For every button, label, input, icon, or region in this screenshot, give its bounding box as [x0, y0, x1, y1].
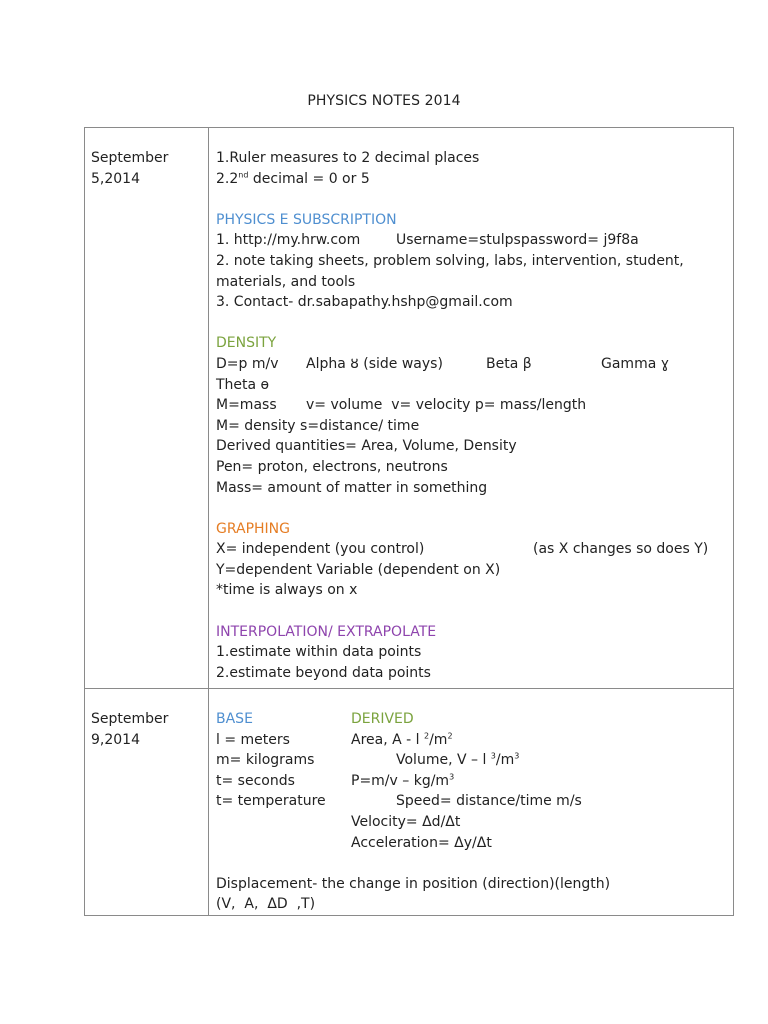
note-line [216, 230, 727, 251]
note-text: Area, A - l $^2/m^2$ [351, 730, 453, 748]
note-text: Beta β [486, 355, 532, 372]
note-line: Displacement- the change in position (direction)(length) [216, 875, 611, 892]
note-line: 3. Contact- dr.sabapathy.hshp@gmail.com [216, 294, 513, 311]
note-line [216, 709, 727, 730]
note-line [216, 771, 727, 792]
table-row [85, 128, 734, 689]
note-text: $P=m/v - kg/m^3$ [351, 772, 455, 789]
note-line [216, 395, 727, 416]
note-line: 2. note taking sheets, problem solving, labs, intervention, student, [216, 252, 684, 269]
note-text: Alpha ȣ (side ways) [306, 355, 443, 372]
note-text: Volume, V – l $^3/m^3$ [396, 751, 520, 769]
note-line: M= density s=distance/ time [216, 417, 420, 434]
note-text: 2.2 [216, 170, 239, 187]
note-line [216, 750, 727, 771]
superscript: nd [238, 169, 249, 179]
note-line: Derived quantities= Area, Volume, Density [216, 438, 517, 455]
note-line [216, 791, 727, 812]
note-line: Mass= amount of matter in something [216, 479, 488, 496]
section-heading-density: DENSITY [216, 335, 277, 352]
note-text: l = meters [216, 731, 290, 748]
note-line [216, 539, 727, 560]
note-text: v= volume v= velocity p= mass/length [306, 397, 587, 414]
note-text: D=p m/v [216, 355, 279, 372]
note-text: Gamma ɣ [601, 355, 670, 372]
base-heading: BASE [216, 711, 253, 727]
note-line [216, 354, 727, 375]
url-text: 1. http://my.hrw.com [216, 232, 361, 249]
note-text: m= kilograms [216, 752, 315, 769]
section-heading-subscription: PHYSICS E SUBSCRIPTION [216, 211, 397, 228]
note-line: Pen= proton, electrons, neutrons [216, 458, 448, 475]
note-text: (as X changes so does Y) [533, 541, 709, 558]
note-text: M=mass [216, 397, 277, 414]
note-line: 2.estimate beyond data points [216, 664, 431, 681]
date-text: September [91, 150, 169, 166]
note-line: Theta ɵ [216, 376, 270, 393]
note-line: 1.Ruler measures to 2 decimal places [216, 150, 480, 166]
date-text: 9,2014 [91, 731, 140, 748]
note-text: Acceleration= Δy/Δt [351, 834, 492, 851]
note-line [216, 833, 727, 854]
date-cell [85, 689, 209, 916]
note-line [216, 169, 727, 190]
date-text: 5,2014 [91, 170, 140, 187]
note-line: 1.estimate within data points [216, 644, 422, 661]
note-line [216, 730, 727, 751]
note-line: Y=dependent Variable (dependent on X) [216, 561, 501, 578]
note-line: (V, A, ΔD ,T) [216, 896, 316, 913]
note-text: decimal = 0 or 5 [248, 170, 370, 187]
note-text: t= seconds [216, 772, 295, 789]
section-heading-graphing: GRAPHING [216, 520, 291, 537]
notes-table [84, 127, 734, 916]
note-text: Speed= distance/time m/s [396, 793, 582, 810]
notes-cell [209, 689, 734, 916]
derived-heading: DERIVED [351, 711, 414, 727]
note-line: materials, and tools [216, 273, 356, 290]
date-text: September [91, 711, 169, 727]
page-title: PHYSICS NOTES 2014 [307, 93, 461, 109]
table-row [85, 689, 734, 916]
note-text: Velocity= Δd/Δt [351, 813, 461, 830]
credentials-text: Username=stulpspassword= j9f8a [396, 232, 639, 249]
date-cell [85, 128, 209, 689]
note-text: X= independent (you control) [216, 541, 425, 558]
section-heading-interpolation: INTERPOLATION/ EXTRAPOLATE [216, 623, 437, 640]
notes-cell [209, 128, 734, 689]
note-line: *time is always on x [216, 582, 358, 599]
note-line [216, 812, 727, 833]
note-text: t= temperature [216, 793, 326, 810]
